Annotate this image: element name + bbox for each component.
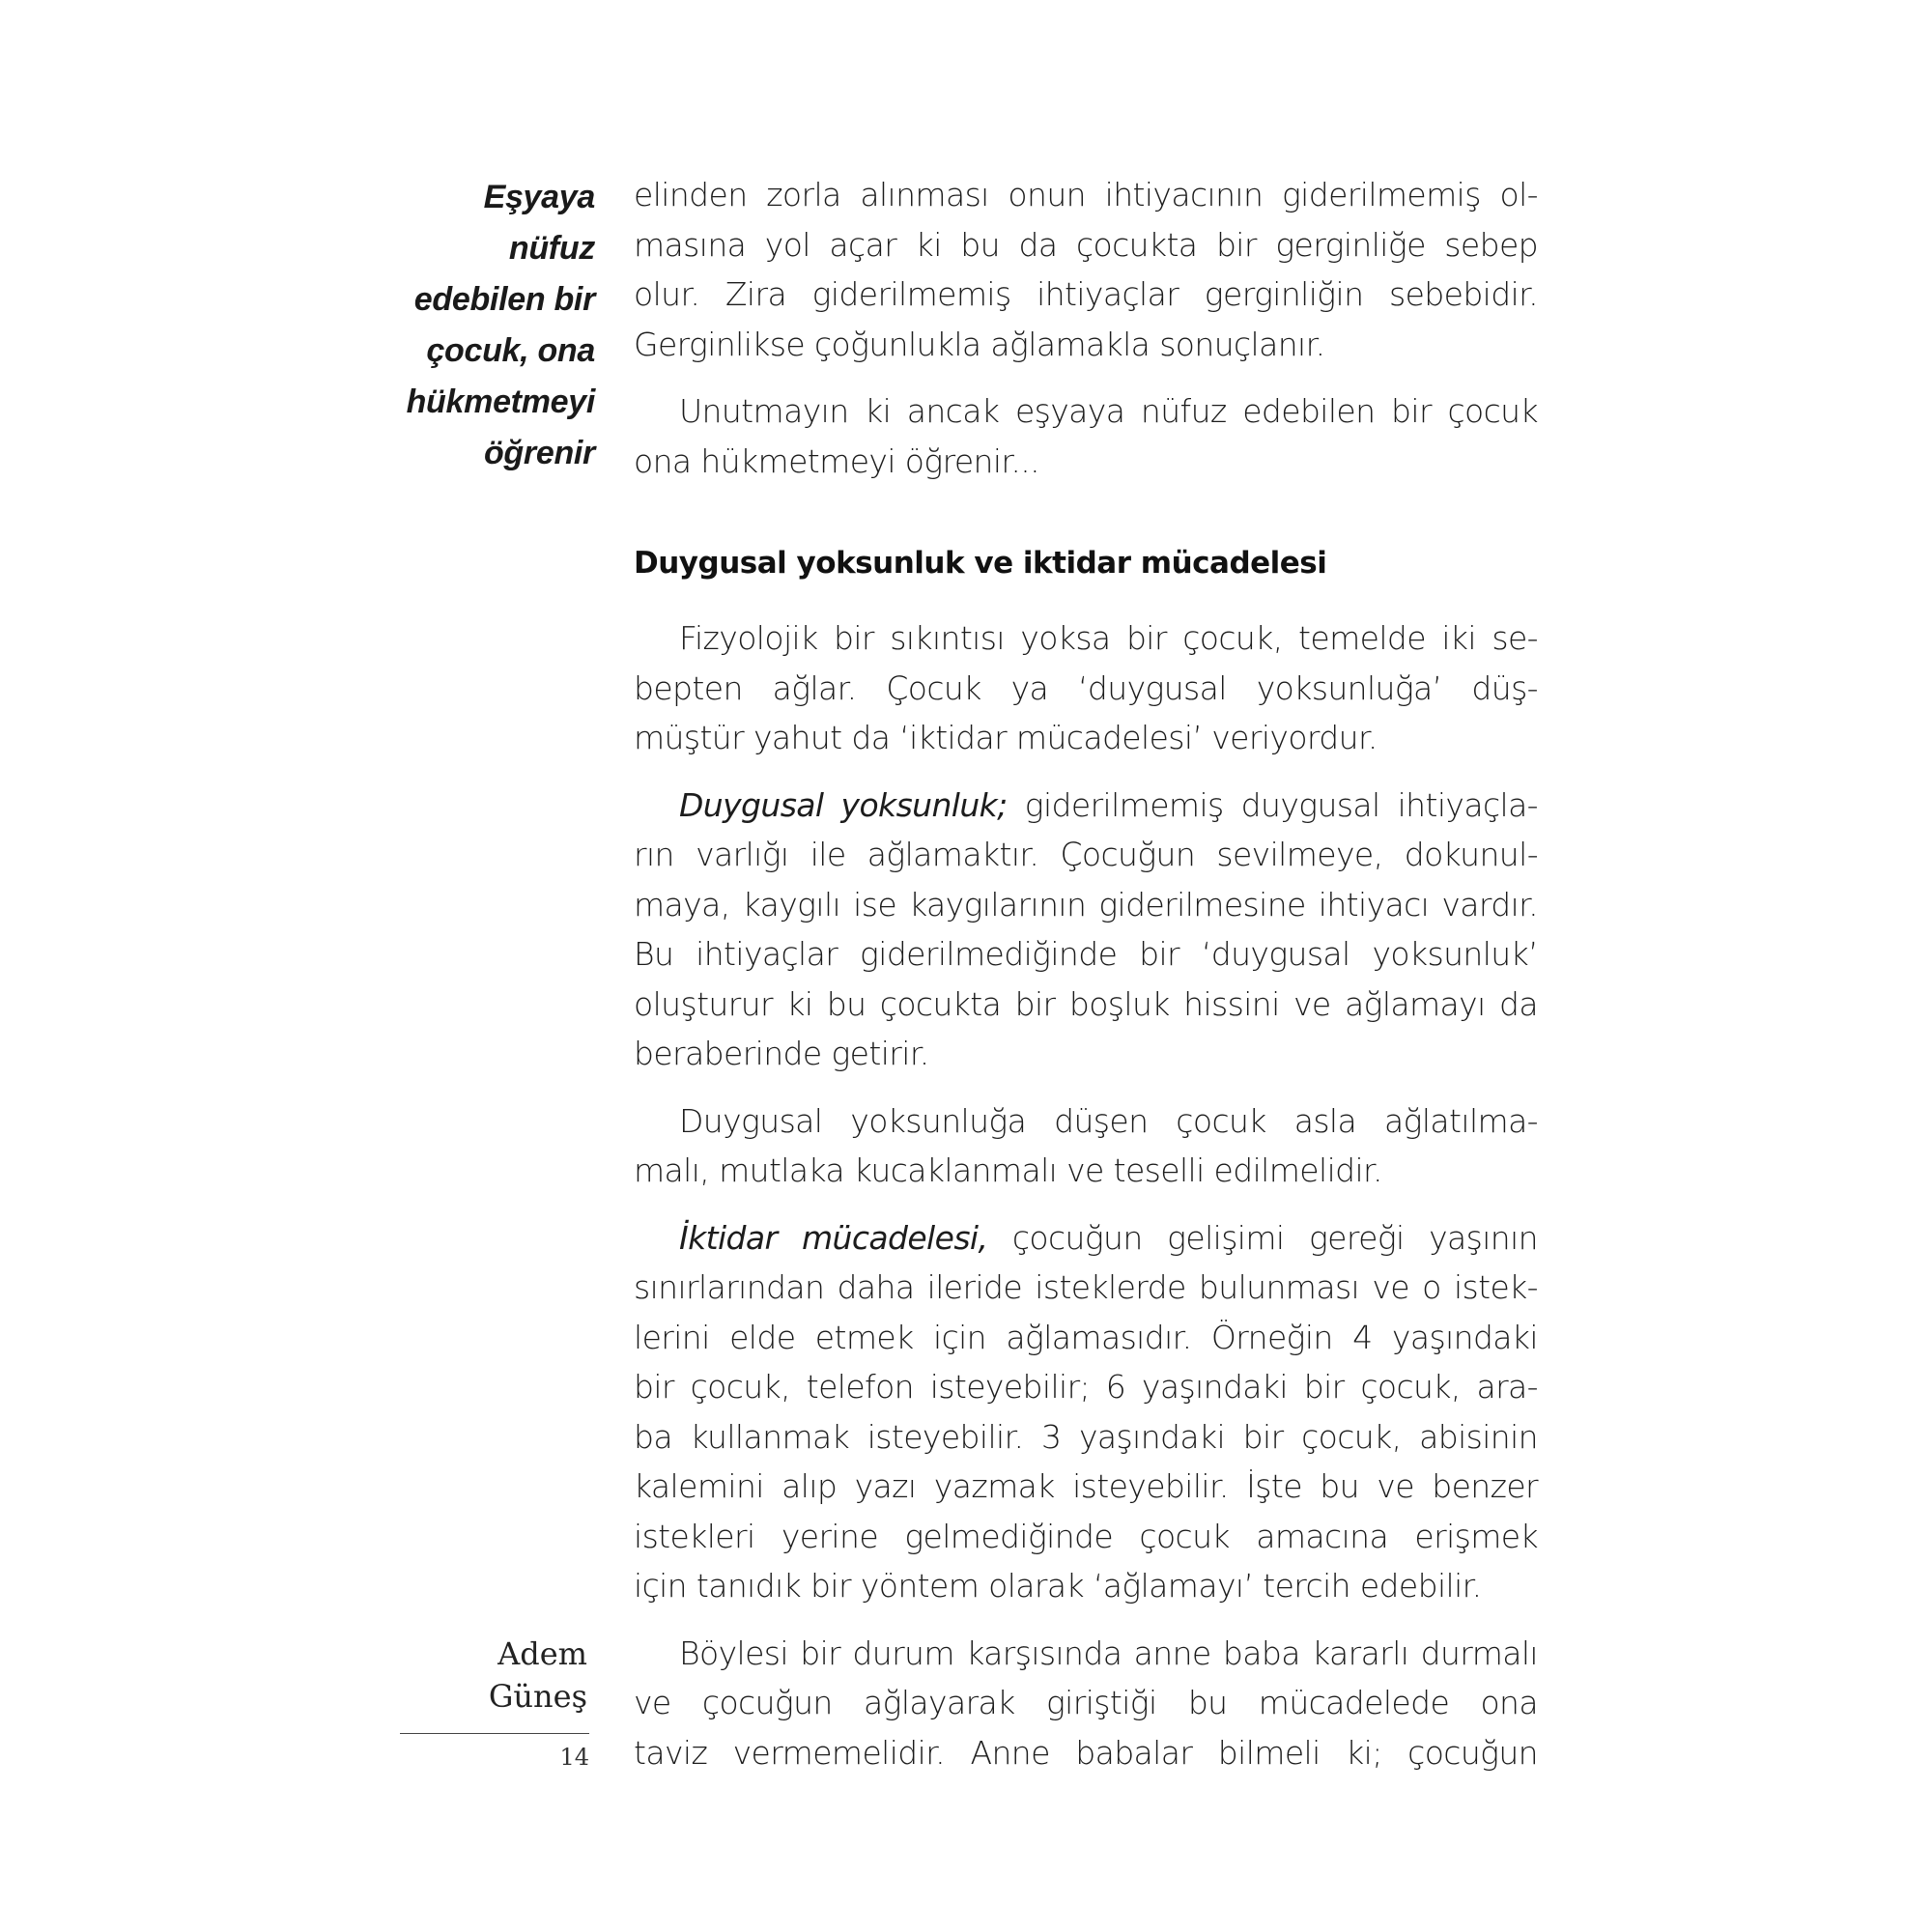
text-line — [634, 781, 1538, 831]
paragraph-reminder — [634, 386, 1538, 486]
text-line: ve çocuğun ağlayarak giriştiği bu mücadelede ona — [634, 1684, 1538, 1721]
text-line — [634, 1213, 1538, 1264]
paragraph-emotional-deprivation — [634, 781, 1538, 1079]
text-line: ona hükmetmeyi öğrenir... — [634, 441, 1040, 480]
text-line: bepten ağlar. Çocuk ya ‘duygusal yoksunluğa’ düş- — [634, 668, 1538, 707]
pull-quote-line: öğrenir — [483, 435, 595, 471]
text-line: Duygusal yoksunluğa düşen çocuk asla ağlatılma- — [679, 1101, 1538, 1140]
text-line: Gerginlikse çoğunlukla ağlamakla sonuçlanır. — [634, 325, 1325, 363]
term-emphasis: Duygusal yoksunluk; — [679, 785, 1008, 824]
text-line: için tanıdık bir yöntem olarak ‘ağlamayı’ tercih edebilir. — [634, 1567, 1482, 1605]
text-line: beraberinde getirir. — [634, 1035, 929, 1072]
text-line: lerini elde etmek için ağlamasıdır. Örneğin 4 yaşındaki — [634, 1318, 1538, 1356]
text-line: Böylesi bir durum karşısında anne baba kararlı durmalı — [679, 1634, 1538, 1672]
paragraph-continuation — [634, 170, 1538, 369]
text-line: Fizyolojik bir sıkıntısı yoksa bir çocuk, temelde iki se- — [679, 619, 1538, 657]
paragraph-intro — [634, 613, 1538, 763]
text-line: kalemini alıp yazı yazmak isteyebilir. İşte bu ve benzer — [634, 1467, 1538, 1505]
running-footer-author — [398, 1633, 587, 1718]
term-emphasis: İktidar mücadelesi, — [679, 1218, 988, 1257]
paragraph-power-struggle — [634, 1213, 1538, 1611]
text-fragment: çocuğun gelişimi gereği yaşının — [987, 1218, 1538, 1257]
margin-pull-quote — [328, 172, 595, 479]
text-line: malı, mutlaka kucaklanmalı ve teselli edilmelidir. — [634, 1151, 1382, 1189]
text-line: oluşturur ki bu çocukta bir boşluk hissini ve ağlamayı da — [634, 984, 1538, 1023]
pull-quote-line: hükmetmeyi — [406, 384, 595, 420]
text-line: bir çocuk, telefon isteyebilir; 6 yaşındaki bir çocuk, ara- — [634, 1368, 1538, 1406]
page-number: 14 — [559, 1744, 589, 1771]
body-text-column — [634, 170, 1538, 1777]
text-line: Unutmayın ki ancak eşyaya nüfuz edebilen bir çocuk — [679, 392, 1538, 430]
text-line: istekleri yerine gelmediğinde çocuk amacına erişmek — [634, 1517, 1538, 1555]
text-fragment: giderilmemiş duygusal ihtiyaçla- — [1007, 785, 1538, 824]
text-line: müştür yahut da ‘iktidar mücadelesi’ veriyordur. — [634, 719, 1378, 756]
text-line: olur. Zira giderilmemiş ihtiyaçlar gerginliğin sebebidir. — [634, 275, 1538, 313]
text-line: elinden zorla alınması onun ihtiyacının giderilmemiş ol- — [634, 176, 1538, 213]
text-line: taviz vermemelidir. Anne babalar bilmeli ki; çocuğun — [634, 1733, 1538, 1772]
text-line: maya, kaygılı ise kaygılarının giderilmesine ihtiyacı vardır. — [634, 885, 1538, 923]
footer-divider — [400, 1733, 589, 1734]
text-line: masına yol açar ki bu da çocukta bir gerginliğe sebep — [634, 225, 1538, 264]
pull-quote-line: Eşyaya — [483, 179, 595, 215]
author-first-name: Adem — [497, 1635, 587, 1672]
text-line: rın varlığı ile ağlamaktır. Çocuğun sevilmeye, dokunul- — [634, 836, 1538, 873]
pull-quote-line: nüfuz — [508, 230, 595, 267]
text-line: Bu ihtiyaçlar giderilmediğinde bir ‘duygusal yoksunluk’ — [634, 935, 1538, 973]
pull-quote-line: edebilen bir — [413, 281, 595, 318]
paragraph-comfort — [634, 1096, 1538, 1196]
paragraph-parents — [634, 1629, 1538, 1778]
text-line: ba kullanmak isteyebilir. 3 yaşındaki bir çocuk, abisinin — [634, 1417, 1538, 1456]
section-heading: Duygusal yoksunluk ve iktidar mücadelesi — [634, 546, 1327, 581]
pull-quote-line: çocuk, ona — [426, 332, 595, 369]
text-line: sınırlarından daha ileride isteklerde bulunması ve o istek- — [634, 1268, 1538, 1306]
author-last-name: Güneş — [488, 1678, 587, 1715]
